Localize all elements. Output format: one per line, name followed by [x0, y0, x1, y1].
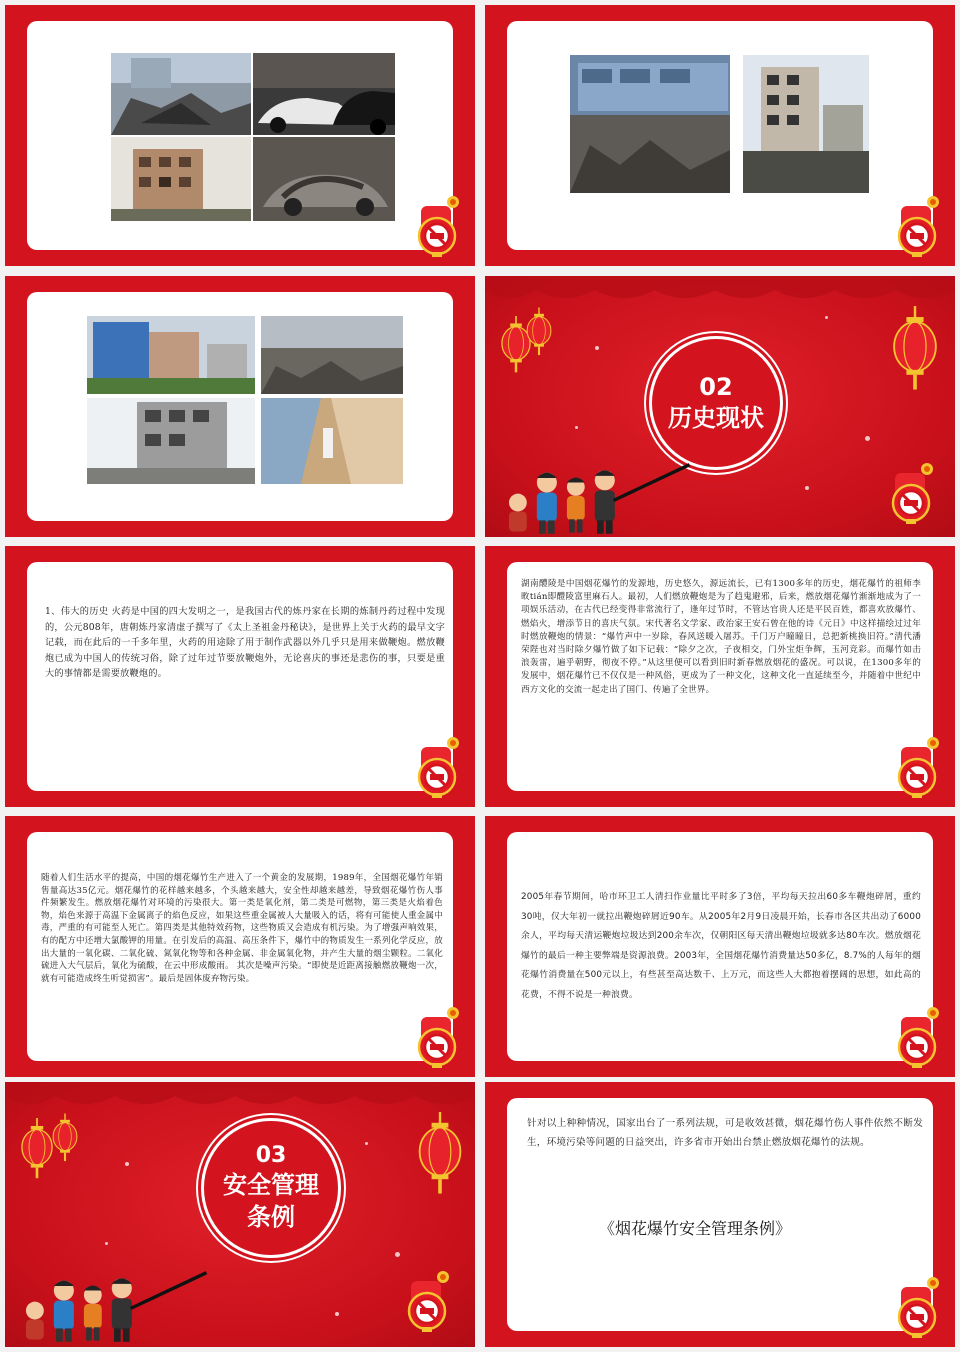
slide-section-03 — [5, 1082, 475, 1347]
slide-card — [507, 1098, 933, 1331]
slide-regulations — [485, 1082, 955, 1347]
damaged-facade-photo — [87, 398, 255, 484]
slide-card — [27, 21, 453, 250]
no-firecracker-icon — [893, 1003, 947, 1069]
section-circle — [201, 1118, 341, 1258]
no-firecracker-icon — [887, 459, 941, 525]
damaged-building-photo — [111, 137, 251, 221]
slide-liling-text — [485, 546, 955, 807]
lantern-icon — [51, 1112, 79, 1164]
slide-card — [27, 292, 453, 521]
interior-damage-photo — [261, 398, 403, 484]
waste-paragraph: 2005年春节期间，哈市环卫工人清扫作业量比平时多了3倍，平均每天拉出60多车鞭炮碎屑，重约30吨，仅大年初一就拉出鞭炮碎屑近90车。从2005年2月9日凌晨开始，长春市各区共出动了6000余人，平均每天清运鞭炮垃圾达到200余车次，仅朝阳区每天清出鞭炮垃圾就多达80车次。燃放烟花爆竹的最后一种主要弊端是资源浪费。2003年，全国烟花爆竹消费量达50多亿，8.7%的人每年的烟花爆竹消费量在500元以上，有些甚至高达数千、上万元，而这些人大都抱着摆阔的思想，如此高的花费，不得不说是一种浪费。 — [521, 892, 921, 1000]
slide-photo-collage-1 — [5, 5, 475, 266]
no-firecracker-icon — [893, 1273, 947, 1339]
slide-pollution-text — [5, 816, 475, 1077]
slide-card — [507, 21, 933, 250]
section-circle — [649, 336, 783, 470]
people-cartoon — [497, 458, 697, 536]
no-firecracker-icon — [403, 1267, 457, 1333]
debris-field-photo — [261, 316, 403, 394]
slide-card — [507, 832, 933, 1061]
slide-waste-text — [485, 816, 955, 1077]
blast-site-photo — [570, 55, 730, 193]
slide-history-text — [5, 546, 475, 807]
people-cartoon — [19, 1266, 209, 1344]
liling-paragraph: 湖南醴陵是中国烟花爆竹的发源地，历史悠久，源远流长，已有1300多年的历史，烟花爆竹的祖师李畋tián即醴陵富里麻石人。最初，人们燃放鞭炮是为了趋鬼避邪，后来，燃放烟花爆竹渐渐地成为了一项娱乐活动，在古代已经变得非常流行了，逢年过节时，不管达官贵人还是平民百姓，都喜欢放爆竹、燃焰火，增添节日的喜庆气氛。宋代著名文学家、政治家王安石曾在他的诗《元日》中这样描绘过过年时燃放鞭炮的情景：“爆竹声中一岁除，春风送暖入屠苏。千门万户曈曈日，总把新桃换旧符。”清代潘荣陛也对当时除夕爆竹做了如下记载：“除夕之次，子夜相交，门外宝炬争辉，玉河竞彩。而爆竹如击浪轰雷，遍乎朝野，彻夜不停。”从这里便可以看到旧时新春燃放烟花的盛况。可以说，在1300多年的发展中，烟花爆竹已不仅仅是一种风俗，更成为了一种文化，这种文化一直延续至今，并随着中世纪中西方文化的交流一起走出了国门、传遍了全世界。 — [521, 579, 921, 695]
lantern-icon — [19, 1118, 55, 1180]
collapsed-building-photo — [87, 316, 255, 394]
slide-card — [27, 832, 453, 1061]
slide-section-02 — [485, 276, 955, 537]
no-firecracker-icon — [413, 1003, 467, 1069]
section-number: 03 — [255, 1143, 287, 1168]
no-firecracker-icon — [893, 192, 947, 258]
slide-photo-collage-2 — [485, 5, 955, 266]
section-title: 历史现状 — [668, 404, 764, 432]
lantern-icon — [525, 306, 553, 358]
section-title: 安全管理 — [223, 1171, 319, 1199]
slide-card — [507, 562, 933, 791]
slide-card — [27, 562, 453, 791]
lantern-icon — [415, 1112, 465, 1196]
history-paragraph: 1、伟大的历史 火药是中国的四大发明之一，是我国古代的炼丹家在长期的炼制丹药过程中发现的，公元808年，唐朝炼丹家清虚子撰写了《太上圣祖金丹秘诀》，是世界上关于火药的最早文字记载，而在此后的一千多年里，火药的用途除了用于制作武器以外几乎只是用来做鞭炮。燃放鞭炮已成为中国人的传统习俗，除了过年过节要放鞭炮外，无论喜庆的事还是悲伤的事，只要是重大的事情都是需要放鞭炮的。 — [45, 606, 445, 679]
festive-cloud-border — [485, 276, 955, 316]
section-number: 02 — [699, 373, 733, 401]
ruined-building-photo — [743, 55, 869, 193]
pollution-paragraph: 随着人们生活水平的提高，中国的烟花爆竹生产进入了一个黄金的发展期，1989年，全国烟花爆竹年销售量高达35亿元。烟花爆竹的花样越来越多，个头越来越大，安全性却越来越差，导致烟花爆竹伤人事件频繁发生。燃放烟花爆竹对环境的污染很大。第一类是氧化剂，第二类是可燃物，第三类是火焰着色物，焰色来源于高温下金属离子的焰色反应，如果这些重金属被人大量吸入的话，将有可能使人重金属中毒，严重的有可能至人死亡。第四类是其他特效药物，这些物质又会造成有机污染。为了增强声响效果，有的配方中还增大氯酸钾的用量。在引发后的高温、高压条件下，爆竹中的物质发生一系列化学反应，放出大量的一氧化碳、二氧化硫、氮氧化物等和各种金属、非金属氧化物，并产生大量的烟尘颗粒。二氧化硫进入大气层后，氧化为硫酸，在云中形成酸雨。 其次是噪声污染。“即使是近距离接触燃放鞭炮一次，就有可能造成终生听觉损害”。最后是固体废弃物污染。 — [41, 873, 443, 984]
burned-car-photo — [253, 53, 395, 135]
regulation-title: 《烟花爆竹安全管理条例》 — [599, 1219, 792, 1238]
slide-photo-collage-3 — [5, 276, 475, 537]
no-firecracker-icon — [413, 733, 467, 799]
no-firecracker-icon — [893, 733, 947, 799]
wrecked-car-photo — [253, 137, 395, 221]
regulations-intro: 针对以上种种情况，国家出台了一系列法规，可是收效甚微，烟花爆竹伤人事件依然不断发生，环境污染等问题的日益突出，许多省市开始出台禁止燃放烟花爆竹的法规。 — [527, 1118, 923, 1148]
explosion-photo — [111, 53, 251, 135]
section-title: 条例 — [247, 1203, 295, 1231]
no-firecracker-icon — [413, 192, 467, 258]
lantern-icon — [889, 306, 941, 392]
